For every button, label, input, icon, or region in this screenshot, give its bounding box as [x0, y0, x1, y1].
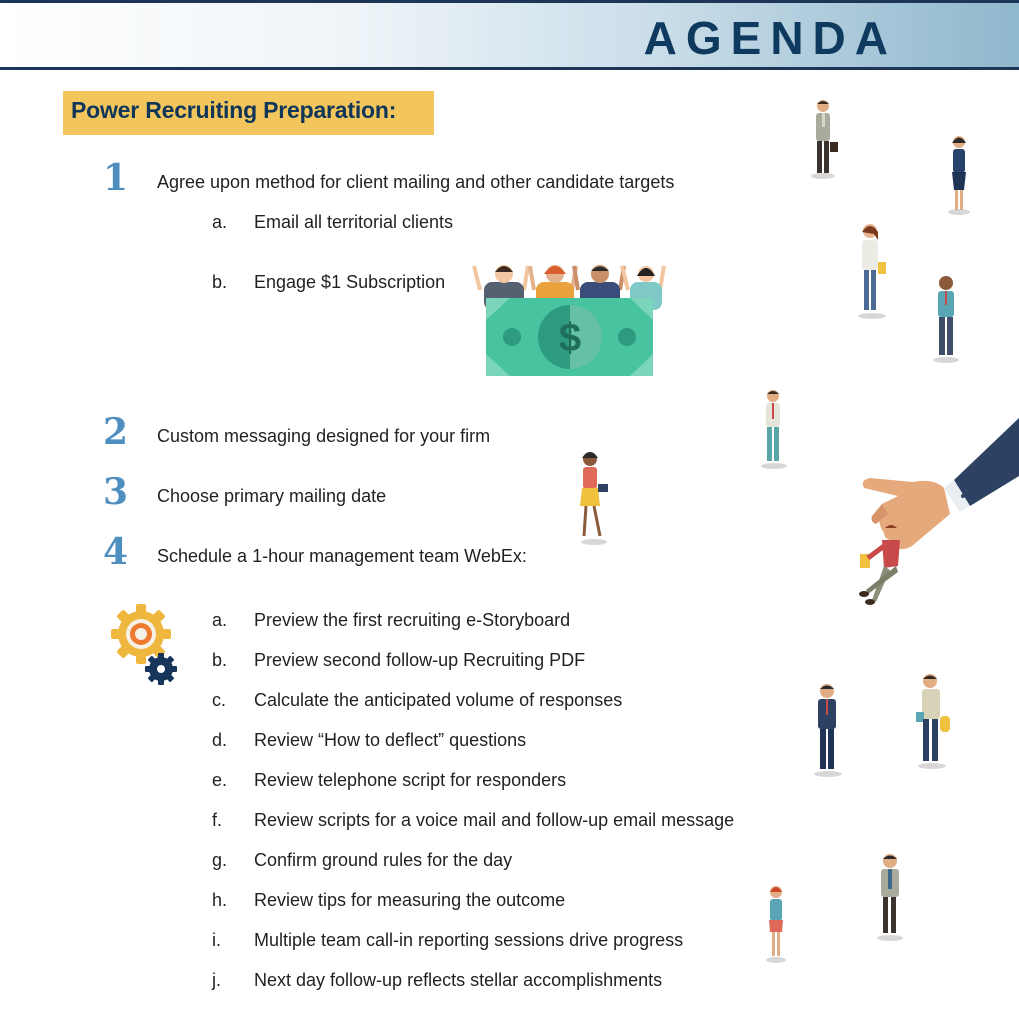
subitem-text: Review tips for measuring the outcome [254, 890, 566, 910]
subitem-letter: c. [212, 690, 227, 710]
business-person-icon [910, 672, 956, 770]
step-text-4: Schedule a 1-hour management team WebEx: [157, 546, 527, 566]
step-text-2: Custom messaging designed for your firm [157, 426, 491, 446]
subitem-text: Email all territorial clients [254, 212, 454, 232]
subitem-text: Calculate the anticipated volume of responses [254, 690, 623, 710]
step-text-1: Agree upon method for client mailing and other candidate targets [157, 172, 675, 192]
subitem-text: Preview second follow-up Recruiting PDF [254, 650, 586, 670]
subitem-letter: a. [212, 610, 228, 630]
svg-text:$: $ [558, 316, 582, 360]
section-heading: Power Recruiting Preparation: [63, 91, 434, 135]
subitem-letter: b. [212, 650, 228, 670]
subitem-letter: e. [212, 770, 228, 790]
business-person-icon [574, 450, 614, 546]
hand-picking-person-illustration [842, 418, 1019, 623]
business-person-icon [852, 222, 892, 320]
gears-icon [108, 602, 184, 688]
subitem-letter: b. [212, 272, 228, 292]
subitem-letter: h. [212, 890, 228, 910]
page-title: AGENDA [643, 12, 897, 64]
subitem-text: Engage $1 Subscription [254, 272, 446, 292]
subitem-letter: j. [212, 970, 221, 990]
business-person-icon [928, 274, 964, 364]
business-person-icon [870, 852, 910, 942]
subitem-text: Review scripts for a voice mail and follow-up email message [254, 810, 735, 830]
step-number-4: 4 [103, 531, 129, 573]
subitem-text: Multiple team call-in reporting sessions drive progress [254, 930, 684, 950]
business-person-icon [806, 98, 840, 180]
subitem-letter: i. [212, 930, 221, 950]
subitem-letter: d. [212, 730, 228, 750]
subitem-text: Review telephone script for responders [254, 770, 567, 790]
agenda-header [0, 0, 1019, 70]
subitem-text: Review “How to deflect” questions [254, 730, 527, 750]
step-text-3: Choose primary mailing date [157, 486, 387, 506]
business-person-icon [762, 884, 790, 964]
subitem-letter: a. [212, 212, 228, 232]
subitem-letter: f. [212, 810, 223, 830]
subitem-text: Preview the first recruiting e-Storyboard [254, 610, 571, 630]
step-number-2: 2 [103, 411, 129, 453]
step-number-3: 3 [103, 471, 129, 513]
subitem-text: Next day follow-up reflects stellar accomplishments [254, 970, 663, 990]
subitem-letter: g. [212, 850, 228, 870]
step-number-1: 1 [103, 157, 129, 199]
business-person-icon [756, 388, 792, 470]
subitem-text: Confirm ground rules for the day [254, 850, 513, 870]
business-person-icon [808, 682, 848, 778]
business-person-icon [944, 134, 974, 216]
dollar-bill-illustration [470, 260, 670, 378]
